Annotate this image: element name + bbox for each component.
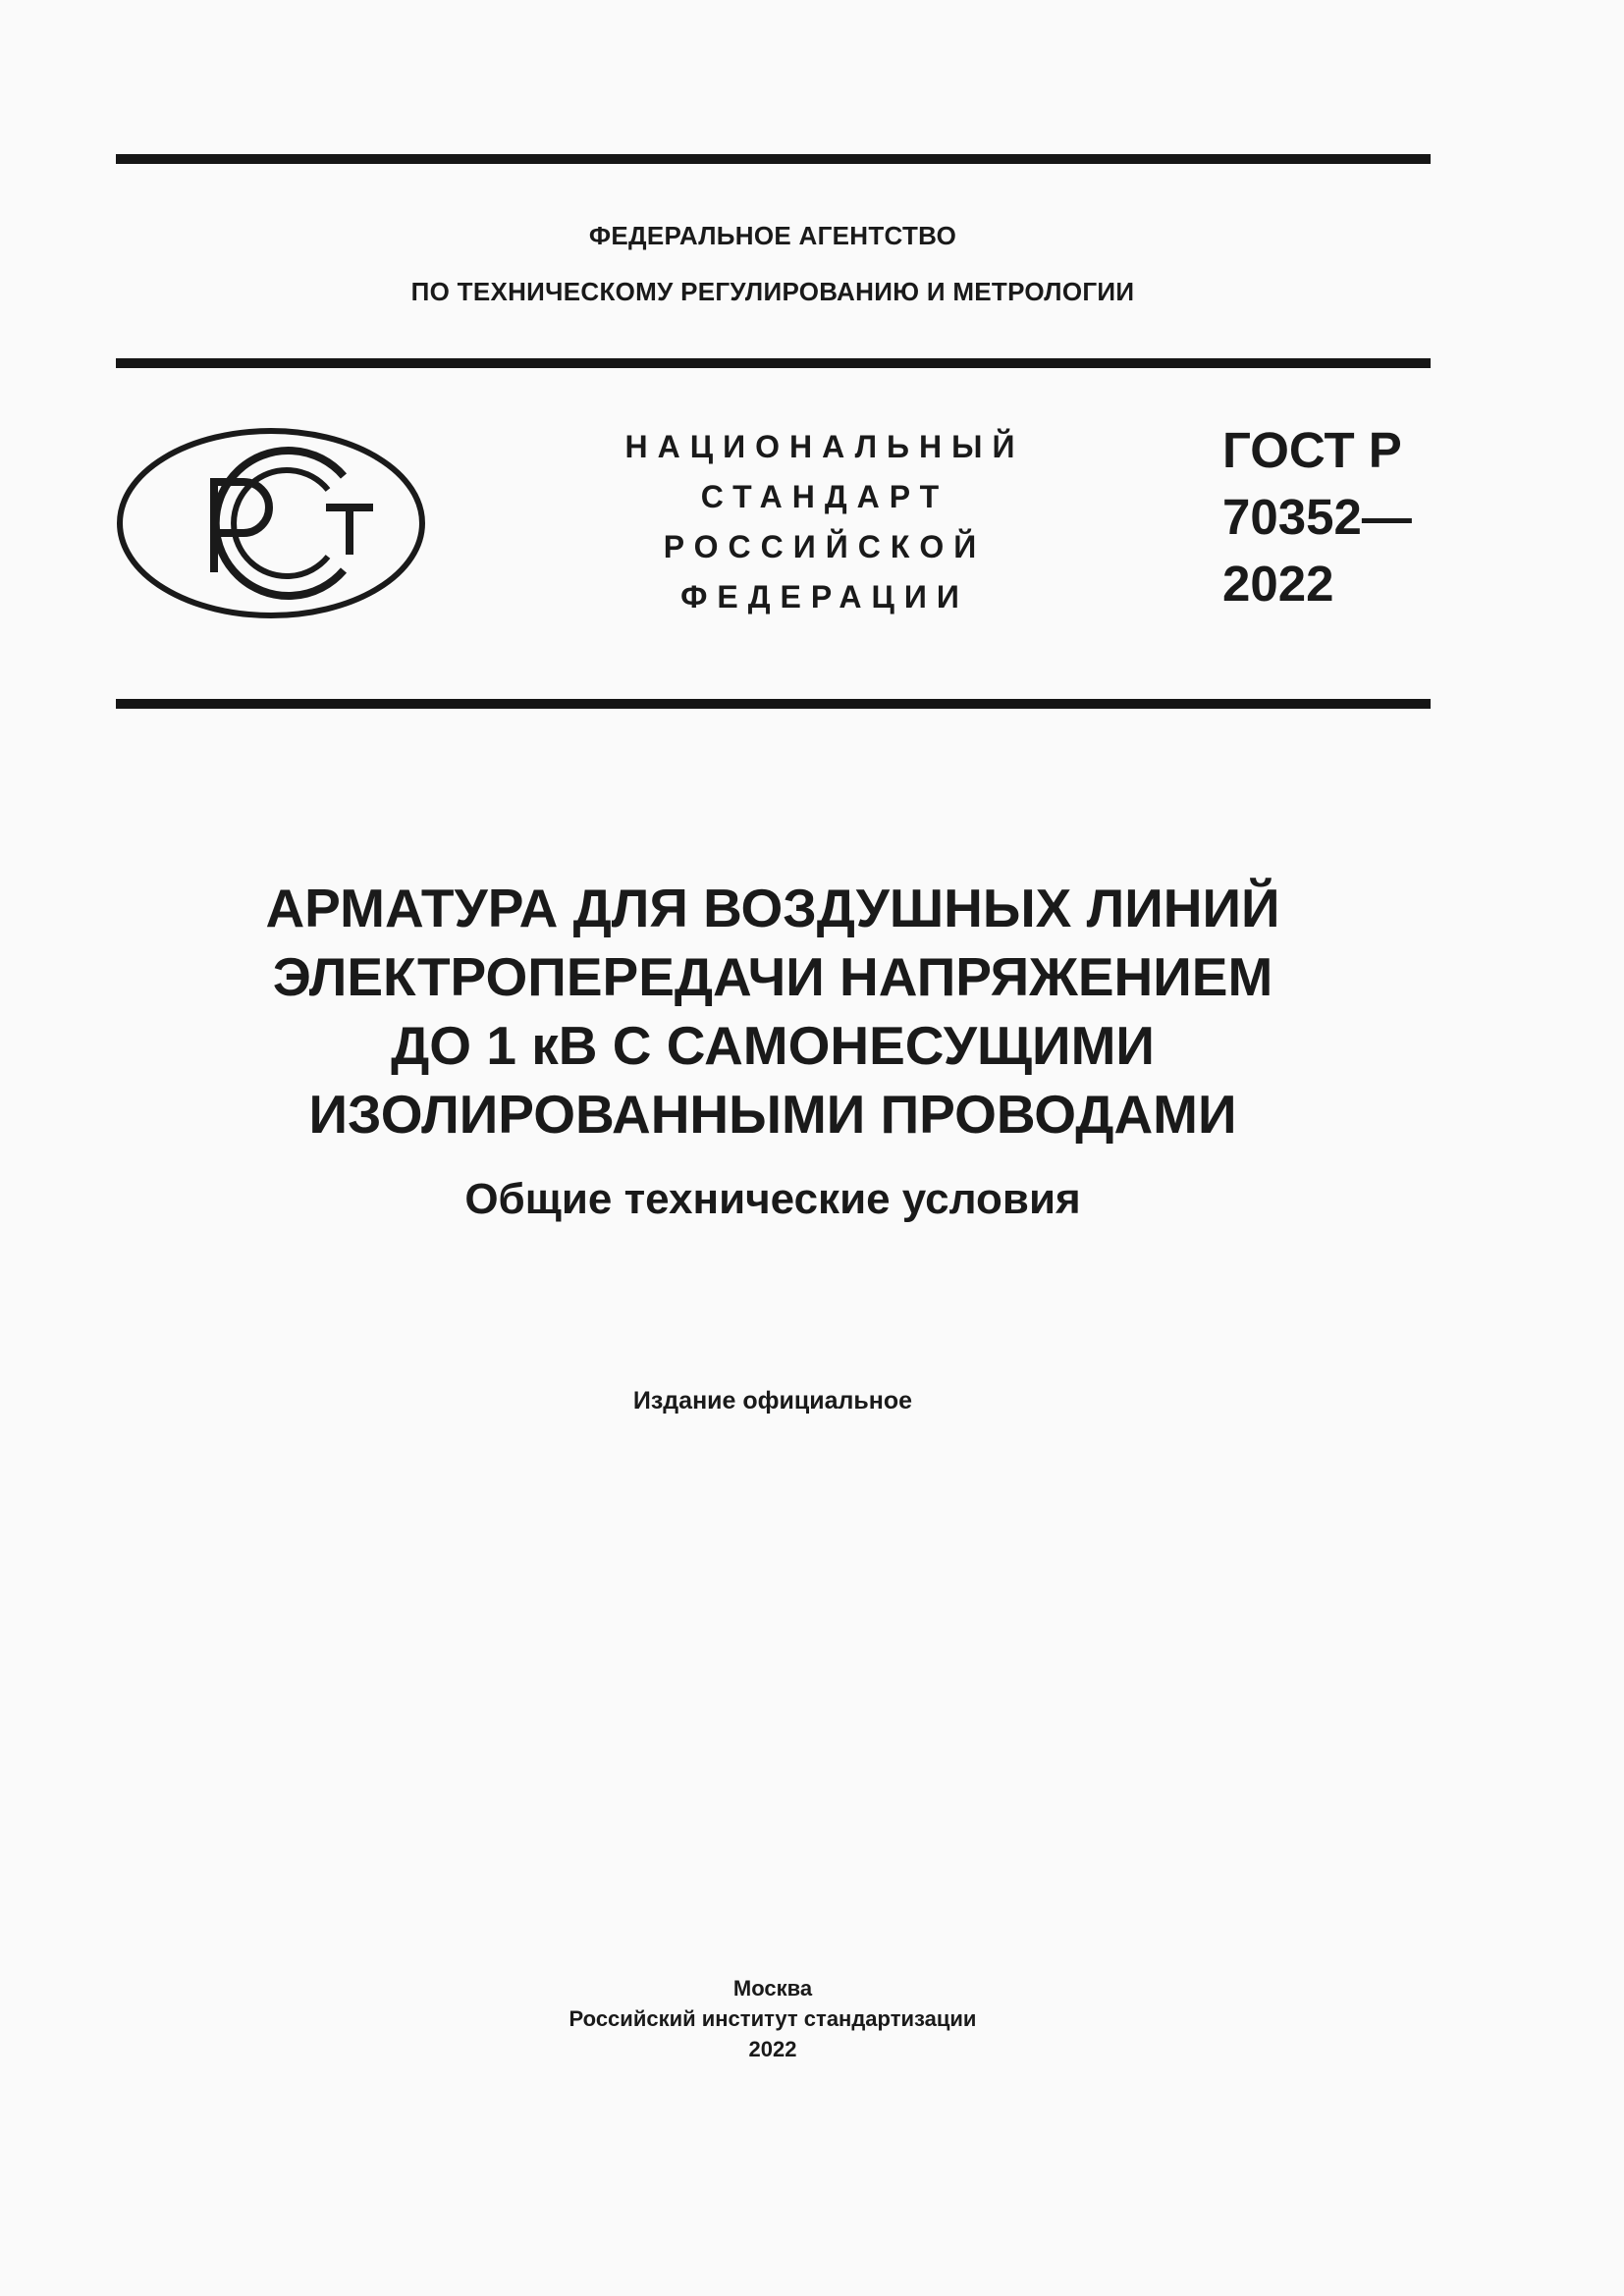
header-bottom-rule — [116, 699, 1431, 709]
standard-type-line-1: НАЦИОНАЛЬНЫЙ — [624, 429, 1025, 464]
title-line: ЭЛЕКТРОПЕРЕДАЧИ НАПРЯЖЕНИЕМ — [272, 946, 1273, 1007]
standard-type-line-3: РОССИЙСКОЙ — [663, 529, 987, 564]
rst-logo-icon — [116, 425, 426, 621]
imprint-block — [0, 1973, 1545, 2064]
imprint-year: 2022 — [748, 2037, 797, 2061]
document-title — [0, 874, 1545, 1148]
edition-label: Издание официальное — [632, 1387, 913, 1415]
title-line: АРМАТУРА ДЛЯ ВОЗДУШНЫХ ЛИНИЙ — [265, 878, 1280, 938]
imprint-city: Москва — [732, 1976, 813, 2001]
designation-line-1: ГОСТ Р — [1222, 422, 1402, 478]
designation-line-3: 2022 — [1222, 556, 1334, 612]
agency-name-line-2: ПО ТЕХНИЧЕСКОМУ РЕГУЛИРОВАНИЮ И МЕТРОЛОГИИ — [410, 277, 1135, 306]
standard-type-line-4: ФЕДЕРАЦИИ — [680, 579, 969, 614]
document-subtitle: Общие технические условия — [464, 1175, 1081, 1223]
header-rule — [116, 358, 1431, 368]
title-line: ИЗОЛИРОВАННЫМИ ПРОВОДАМИ — [308, 1084, 1237, 1145]
top-rule — [116, 154, 1431, 164]
standard-type-block — [589, 422, 1060, 622]
agency-name-line-1: ФЕДЕРАЛЬНОЕ АГЕНТСТВО — [588, 221, 957, 250]
standard-type-line-2: СТАНДАРТ — [700, 479, 949, 514]
designation-line-2: 70352— — [1222, 489, 1412, 545]
title-line: ДО 1 кВ С САМОНЕСУЩИМИ — [391, 1015, 1155, 1076]
imprint-publisher: Российский институт стандартизации — [568, 2006, 977, 2031]
standard-designation — [1222, 417, 1412, 617]
